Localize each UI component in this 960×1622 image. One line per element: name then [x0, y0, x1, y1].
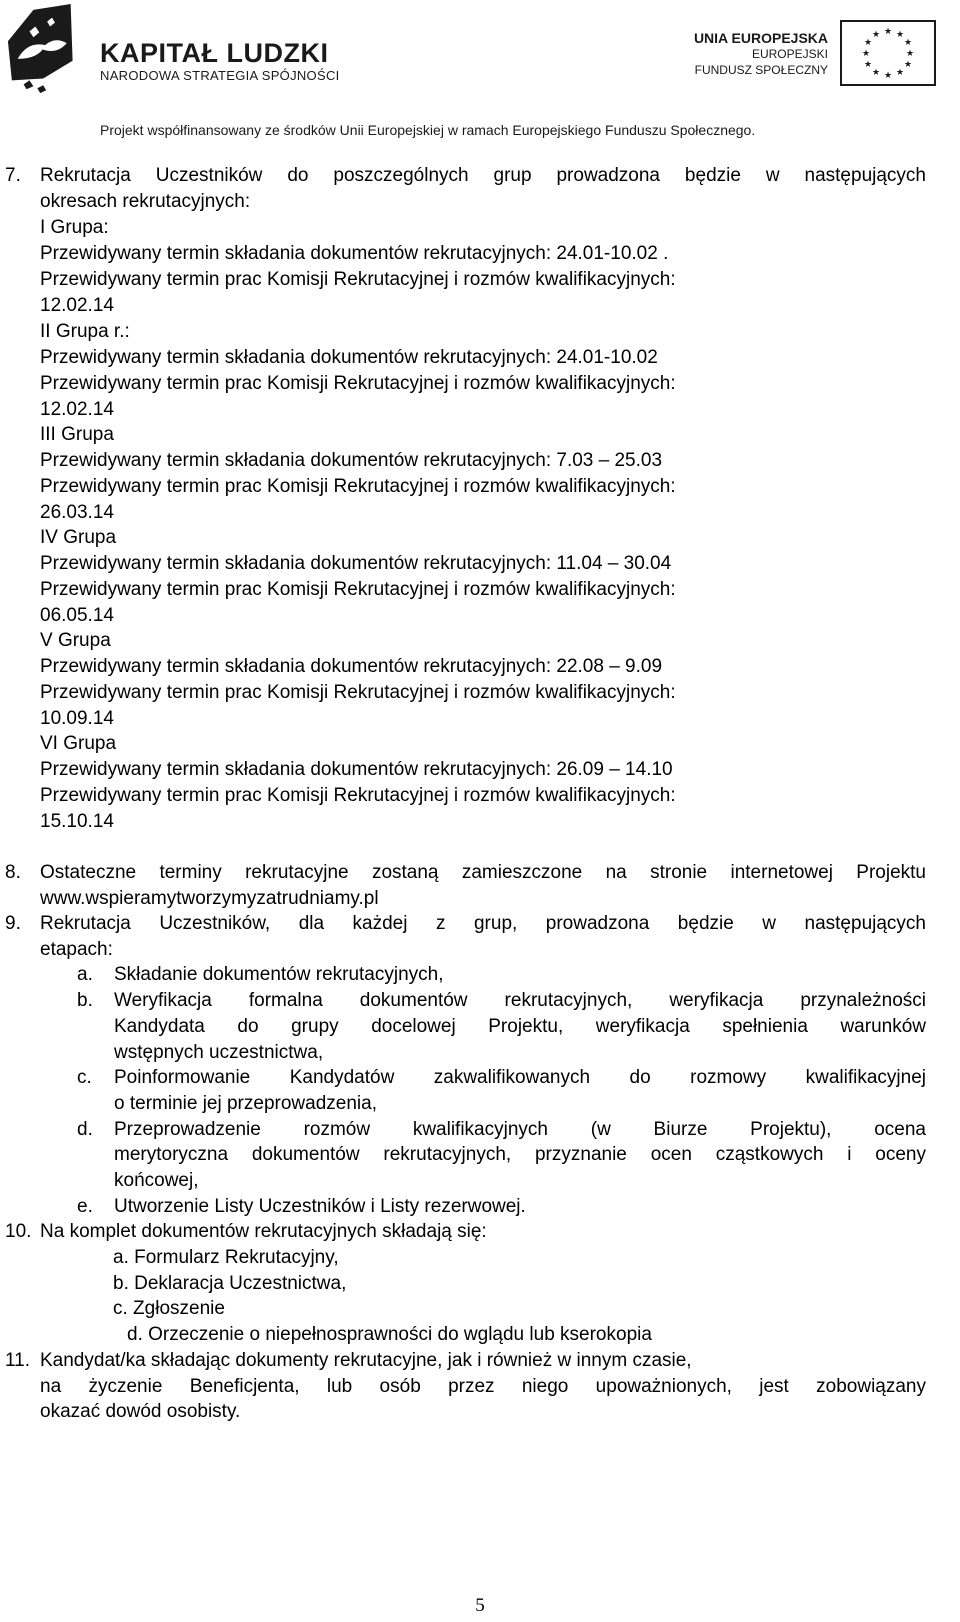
item-9e-text: Utworzenie Listy Uczestników i Listy rezerwowej.: [114, 1196, 526, 1217]
group-2-heading: II Grupa r.:: [40, 321, 130, 342]
item-9d-line-1: Przeprowadzenie rozmów kwalifikacyjnych (w Biurze Projektu), ocena: [114, 1119, 926, 1140]
eu-line-2: EUROPEJSKI: [751, 47, 828, 61]
item-9b-line-3: wstępnych uczestnictwa,: [114, 1042, 324, 1063]
group-1-committee-date: 12.02.14: [40, 295, 114, 316]
item-11-line-1: Kandydat/ka składając dokumenty rekrutacyjne, jak i również w innym czasie,: [40, 1350, 692, 1371]
svg-text:★: ★: [883, 71, 893, 81]
svg-text:★: ★: [895, 30, 905, 40]
svg-text:★: ★: [905, 49, 915, 59]
group-2-documents-term: Przewidywany termin składania dokumentów rekrutacyjnych: 24.01-10.02: [40, 347, 658, 368]
group-6-committee-term: Przewidywany termin prac Komisji Rekrutacyjnej i rozmów kwalifikacyjnych:: [40, 785, 676, 806]
item-9d-label: d.: [77, 1119, 93, 1140]
kapital-ludzki-subtitle: NARODOWA STRATEGIA SPÓJNOŚCI: [100, 68, 340, 83]
item-9d-line-3: końcowej,: [114, 1170, 199, 1191]
eu-line-1: UNIA EUROPEJSKA: [693, 30, 828, 46]
group-3-committee-date: 26.03.14: [40, 502, 114, 523]
svg-text:★: ★: [861, 49, 871, 59]
cofinancing-note: Projekt współfinansowany ze środków Unii Europejskiej w ramach Europejskiego Funduszu Społecznego.: [100, 122, 756, 138]
kapital-ludzki-logo-icon: [4, 2, 102, 100]
eu-line-3: FUNDUSZ SPOŁECZNY: [694, 63, 828, 77]
group-4-documents-term: Przewidywany termin składania dokumentów rekrutacyjnych: 11.04 – 30.04: [40, 553, 672, 574]
group-1-heading: I Grupa:: [40, 217, 109, 238]
item-9-line-1: Rekrutacja Uczestników, dla każdej z grup, prowadzona będzie w następujących: [40, 913, 926, 934]
item-8-number: 8.: [5, 862, 21, 883]
group-5-committee-term: Przewidywany termin prac Komisji Rekrutacyjnej i rozmów kwalifikacyjnych:: [40, 682, 676, 703]
group-2-committee-term: Przewidywany termin prac Komisji Rekrutacyjnej i rozmów kwalifikacyjnych:: [40, 373, 676, 394]
group-3-committee-term: Przewidywany termin prac Komisji Rekrutacyjnej i rozmów kwalifikacyjnych:: [40, 476, 676, 497]
eu-logo-text: [694, 30, 828, 78]
group-5-documents-term: Przewidywany termin składania dokumentów rekrutacyjnych: 22.08 – 9.09: [40, 656, 663, 677]
kapital-ludzki-title: KAPITAŁ LUDZKI: [100, 38, 329, 68]
group-5-heading: V Grupa: [40, 630, 111, 651]
group-3-heading: III Grupa: [40, 424, 114, 445]
item-9c-line-2: o terminie jej przeprowadzenia,: [114, 1093, 377, 1114]
item-10d-text: d. Orzeczenie o niepełnosprawności do wglądu lub kserokopia: [127, 1324, 652, 1345]
item-9a-label: a.: [77, 964, 93, 985]
svg-text:★: ★: [863, 38, 873, 48]
item-10-line-1: Na komplet dokumentów rekrutacyjnych składają się:: [40, 1221, 487, 1242]
item-9b-line-1: Weryfikacja formalna dokumentów rekrutacyjnych, weryfikacja przynależności: [114, 990, 926, 1011]
item-9b-line-2: Kandydata do grupy docelowej Projektu, weryfikacja spełnienia warunków: [114, 1016, 926, 1037]
item-11-line-2: na życzenie Beneficjenta, lub osób przez niego upoważnionych, jest zobowiązany: [40, 1376, 926, 1397]
item-7-line-2: okresach rekrutacyjnych:: [40, 191, 251, 212]
page-number: 5: [475, 1595, 485, 1616]
item-9c-label: c.: [77, 1067, 92, 1088]
item-9e-label: e.: [77, 1196, 93, 1217]
svg-text:★: ★: [871, 30, 881, 40]
item-9-number: 9.: [5, 913, 21, 934]
item-8-line-1: Ostateczne terminy rekrutacyjne zostaną zamieszczone na stronie internetowej Projektu: [40, 862, 926, 883]
group-5-committee-date: 10.09.14: [40, 708, 114, 729]
svg-text:★: ★: [895, 68, 905, 78]
eu-flag-icon: [840, 20, 936, 86]
svg-text:★: ★: [871, 68, 881, 78]
group-1-documents-term: Przewidywany termin składania dokumentów rekrutacyjnych: 24.01-10.02 .: [40, 243, 669, 264]
item-9-line-2: etapach:: [40, 939, 113, 960]
item-9a-text: Składanie dokumentów rekrutacyjnych,: [114, 964, 444, 985]
item-9d-line-2: merytoryczna dokumentów rekrutacyjnych, przyznanie ocen cząstkowych i oceny: [114, 1144, 926, 1165]
svg-text:★: ★: [883, 27, 893, 37]
document-header: [0, 0, 960, 148]
group-3-documents-term: Przewidywany termin składania dokumentów rekrutacyjnych: 7.03 – 25.03: [40, 450, 663, 471]
item-11-line-3: okazać dowód osobisty.: [40, 1401, 241, 1422]
item-7-line-1: Rekrutacja Uczestników do poszczególnych grup prowadzona będzie w następujących: [40, 165, 926, 186]
svg-text:★: ★: [903, 60, 913, 70]
item-10b-text: b. Deklaracja Uczestnictwa,: [113, 1273, 347, 1294]
project-website-link[interactable]: www.wspieramytworzymyzatrudniamy.pl: [40, 888, 379, 909]
group-6-heading: VI Grupa: [40, 733, 117, 754]
svg-text:★: ★: [903, 38, 913, 48]
svg-text:★: ★: [863, 60, 873, 70]
group-4-heading: IV Grupa: [40, 527, 117, 548]
item-7-number: 7.: [5, 165, 21, 186]
group-4-committee-term: Przewidywany termin prac Komisji Rekrutacyjnej i rozmów kwalifikacyjnych:: [40, 579, 676, 600]
group-2-committee-date: 12.02.14: [40, 399, 114, 420]
group-6-committee-date: 15.10.14: [40, 811, 114, 832]
group-6-documents-term: Przewidywany termin składania dokumentów rekrutacyjnych: 26.09 – 14.10: [40, 759, 673, 780]
item-11-number: 11.: [5, 1350, 31, 1371]
group-1-committee-term: Przewidywany termin prac Komisji Rekrutacyjnej i rozmów kwalifikacyjnych:: [40, 269, 676, 290]
item-9c-line-1: Poinformowanie Kandydatów zakwalifikowanych do rozmowy kwalifikacyjnej: [114, 1067, 926, 1088]
item-10a-text: a. Formularz Rekrutacyjny,: [113, 1247, 339, 1268]
item-10-number: 10.: [5, 1221, 32, 1242]
group-4-committee-date: 06.05.14: [40, 605, 114, 626]
item-9b-label: b.: [77, 990, 93, 1011]
item-10c-text: c. Zgłoszenie: [113, 1298, 225, 1319]
